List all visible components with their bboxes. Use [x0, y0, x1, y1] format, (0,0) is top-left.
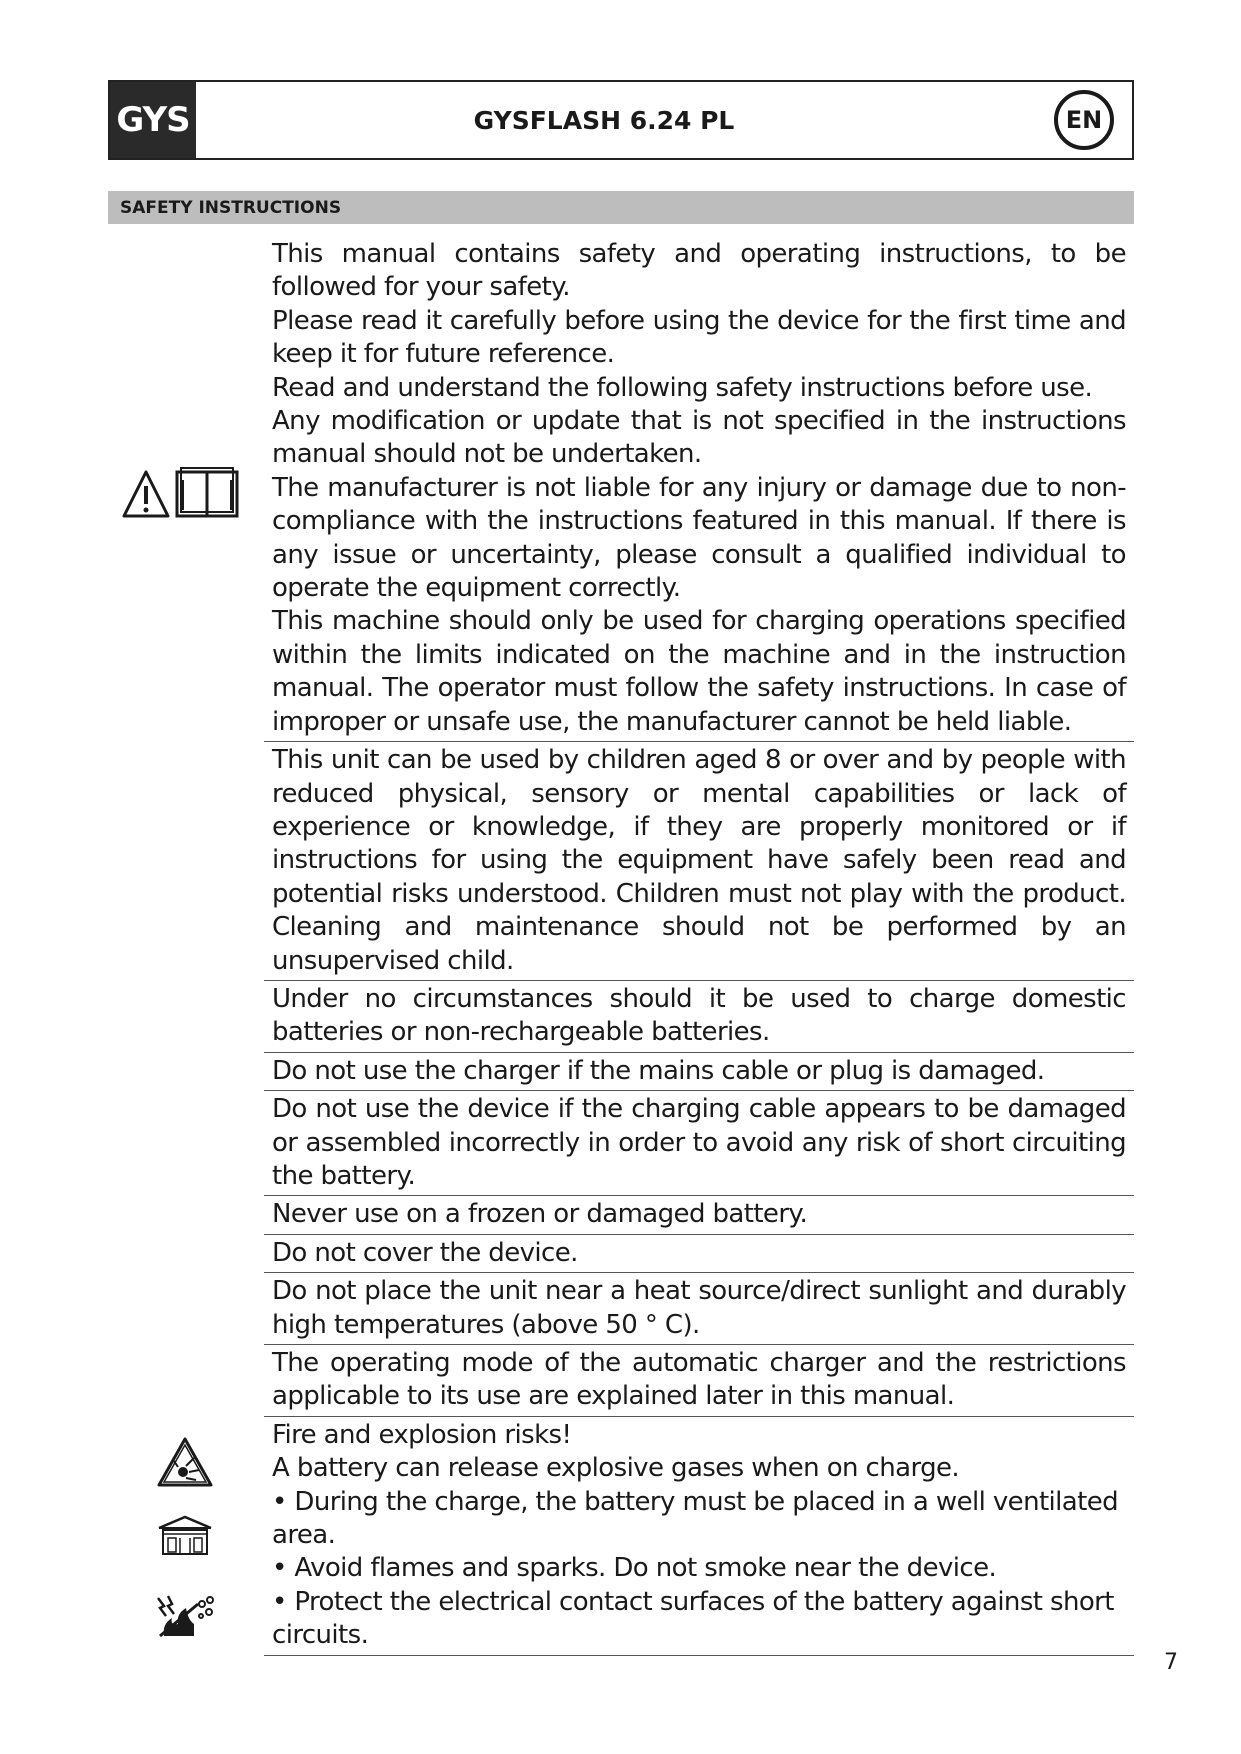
paragraph: Read and understand the following safety instructions before use.: [272, 372, 1093, 403]
paragraph: Under no circumstances should it be used to charge domestic batteries or non-rechargeable batteries.: [272, 983, 1126, 1048]
bullet-item: • Avoid flames and sparks. Do not smoke near the device.: [272, 1553, 997, 1584]
page-header: [108, 80, 1134, 160]
language-badge: EN: [1054, 90, 1114, 150]
document-title: GYSFLASH 6.24 PL: [473, 105, 735, 135]
gys-logo: GYS: [110, 82, 196, 158]
paragraph: Do not use the charger if the mains cable or plug is damaged.: [272, 1055, 1045, 1086]
paragraph: The manufacturer is not liable for any injury or damage due to non-compliance with the instructions featured in this manual. If there is any issue or uncertainty, please consult a qualified individual to operate the equipment correctly.: [272, 472, 1126, 604]
section-title: SAFETY INSTRUCTIONS: [108, 191, 1134, 224]
intro-safety-block: [264, 236, 1134, 742]
paragraph: Please read it carefully before using the device for the first time and keep it for future reference.: [272, 305, 1126, 370]
heat-source-block: [264, 1273, 1134, 1345]
bullet-item: • During the charge, the battery must be placed in a well ventilated area.: [272, 1486, 1119, 1551]
page-number: 7: [1164, 1650, 1178, 1675]
paragraph: Do not use the device if the charging cable appears to be damaged or assembled incorrectly in order to avoid any risk of short circuiting the battery.: [272, 1094, 1126, 1191]
paragraph: Any modification or update that is not specified in the instructions manual should not be undertaken.: [272, 406, 1126, 470]
paragraph: This machine should only be used for charging operations specified within the limits indicated on the machine and in the instruction manual. The operator must follow the safety instructions. In case of improper or unsafe use, the manufacturer cannot be held liable.: [272, 606, 1126, 737]
paragraph: Never use on a frozen or damaged battery.: [272, 1199, 808, 1230]
paragraph: The operating mode of the automatic charger and the restrictions applicable to its use are explained later in this manual.: [272, 1348, 1126, 1412]
mains-cable-block: [264, 1053, 1134, 1091]
paragraph: A battery can release explosive gases when on charge.: [272, 1453, 960, 1484]
safety-instructions-content: [264, 236, 1134, 1656]
bullet-item: • Protect the electrical contact surfaces of the battery against short circuits.: [272, 1586, 1114, 1651]
paragraph: Fire and explosion risks!: [272, 1419, 572, 1450]
paragraph: This manual contains safety and operating instructions, to be followed for your safety.: [272, 239, 1126, 303]
children-usage-block: [264, 742, 1134, 981]
frozen-battery-block: [264, 1196, 1134, 1234]
charging-cable-block: [264, 1091, 1134, 1196]
cover-device-block: [264, 1235, 1134, 1273]
operating-mode-block: [264, 1345, 1134, 1417]
fire-explosion-block: [264, 1417, 1134, 1656]
warning-and-manual-icon: [120, 466, 260, 524]
paragraph: This unit can be used by children aged 8 or over and by people with reduced physical, sensory or mental capabilities or lack of experience or knowledge, if they are properly monitored or if instructions for using the equipment have safely been read and potential risks understood. Children must not play with the product. Cleaning and maintenance should not be performed by an unsupervised child.: [272, 745, 1126, 976]
domestic-batteries-block: [264, 981, 1134, 1053]
paragraph: Do not cover the device.: [272, 1237, 578, 1268]
paragraph: Do not place the unit near a heat source/direct sunlight and durably high temperatures (above 50 ° C).: [272, 1276, 1126, 1340]
